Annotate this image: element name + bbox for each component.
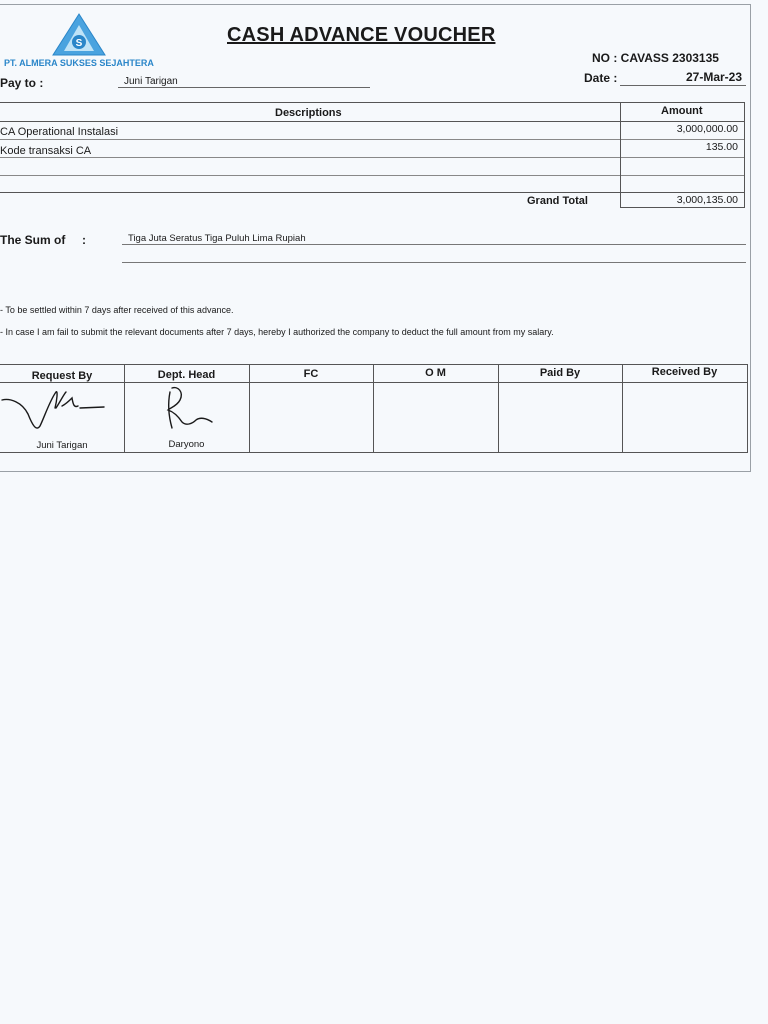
table-row-description: CA Operational Instalasi xyxy=(0,126,119,138)
date-value: 27-Mar-23 xyxy=(686,70,743,84)
deduction-note: - In case I am fail to submit the relevant documents after 7 days, hereby I authorized the company to deduct the full amount from my salary. xyxy=(0,327,554,337)
company-name: PT. ALMERA SUKSES SEJAHTERA xyxy=(4,58,154,68)
dept-head-signature xyxy=(160,384,220,434)
table-bottom-border xyxy=(0,192,745,193)
grand-total-value: 3,000,135.00 xyxy=(676,194,738,206)
table-row-line xyxy=(0,139,745,140)
table-header-border xyxy=(0,121,745,122)
pay-to-underline xyxy=(118,87,370,88)
pay-to-value: Juni Tarigan xyxy=(124,76,178,87)
table-row-line xyxy=(0,175,745,176)
signature-top-border xyxy=(0,364,748,365)
table-right-border xyxy=(744,102,745,208)
total-box-bottom xyxy=(620,207,745,208)
sum-underline xyxy=(122,262,746,263)
fc-header: FC xyxy=(303,368,319,380)
table-row-line xyxy=(0,157,745,158)
voucher-number: NO : CAVASS 2303135 xyxy=(592,51,719,65)
signature-bottom-border xyxy=(0,452,748,453)
sum-underline xyxy=(122,244,746,245)
om-header: O M xyxy=(425,367,446,379)
voucher-title: CASH ADVANCE VOUCHER xyxy=(227,24,496,46)
sum-label: The Sum of xyxy=(0,233,66,247)
descriptions-header: Descriptions xyxy=(275,107,342,119)
amount-header: Amount xyxy=(661,105,703,117)
pay-to-label: Pay to : xyxy=(0,76,44,90)
sum-in-words: Tiga Juta Seratus Tiga Puluh Lima Rupiah xyxy=(128,233,306,244)
signature-header-border xyxy=(0,382,748,383)
date-label: Date : xyxy=(584,71,618,85)
amount-column-divider xyxy=(620,102,621,208)
table-row-amount: 3,000,000.00 xyxy=(676,123,738,135)
voucher-frame xyxy=(0,4,751,472)
requester-name: Juni Tarigan xyxy=(36,440,88,451)
triangle-s-logo-icon xyxy=(52,13,106,57)
received-by-header: Received By xyxy=(651,366,718,378)
svg-text:S: S xyxy=(75,38,83,49)
settlement-note: - To be settled within 7 days after received of this advance. xyxy=(0,305,234,315)
paid-by-header: Paid By xyxy=(539,367,581,379)
date-underline xyxy=(620,85,746,86)
sum-colon: : xyxy=(82,233,86,247)
signature-right-border xyxy=(747,364,748,453)
table-top-border xyxy=(0,102,745,103)
table-row-description: Kode transaksi CA xyxy=(0,145,92,157)
request-by-header: Request By xyxy=(31,370,93,382)
requester-signature xyxy=(0,386,110,436)
dept-head-header: Dept. Head xyxy=(157,369,216,381)
table-row-amount: 135.00 xyxy=(705,141,738,153)
grand-total-label: Grand Total xyxy=(527,195,588,207)
dept-head-name: Daryono xyxy=(168,439,205,450)
